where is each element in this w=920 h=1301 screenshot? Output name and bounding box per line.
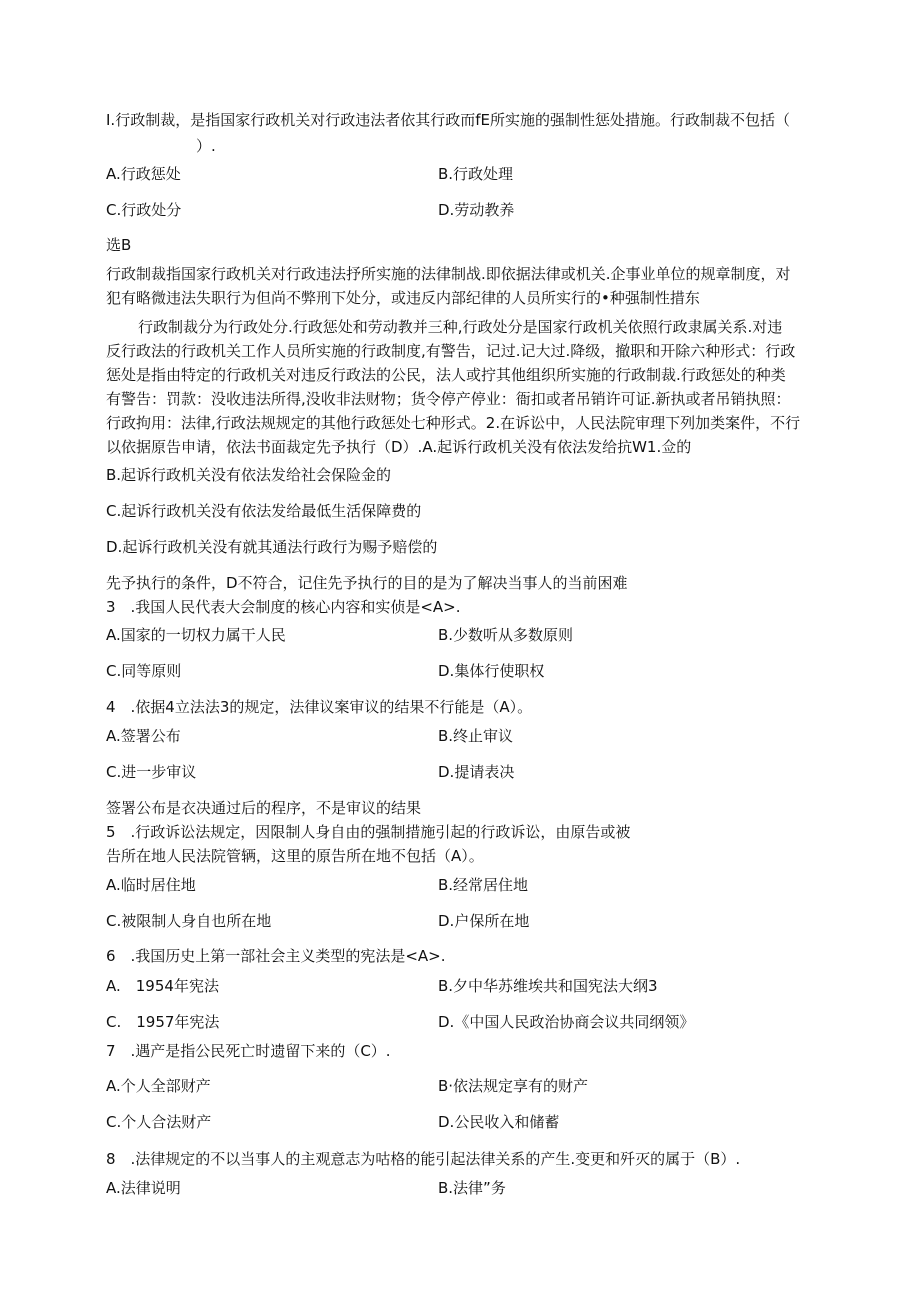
- q5-option-b: B.经常居住地: [438, 876, 529, 894]
- q5-stem-line2: 告所在地人民法院管辆，这里的原告所在地不包括（A）。: [106, 847, 484, 865]
- q4-option-a: A.签署公布: [106, 727, 181, 745]
- q3-option-c: C.同等原则: [106, 662, 182, 680]
- q1-paragraph-line4: 有警告：罚款：没收违法所得,没收非法财物；货令停产停业：衙扣或者吊销许可证.新执或者吊销执照：: [106, 390, 791, 408]
- q2-option-b: B.起诉行政机关没有依法发给社会保险金的: [106, 466, 392, 484]
- q6-option-b: B.夕中华苏维埃共和国宪法大纲3: [438, 977, 658, 995]
- q3-option-d: D.集体行使职权: [438, 662, 545, 680]
- q3-option-b: B.少数听从多数原则: [438, 626, 574, 644]
- q4-option-b: B.终止审议: [438, 727, 514, 745]
- q3-option-a: A.国家的一切权力属干人民: [106, 626, 286, 644]
- q1-paragraph-line5: 行政拘用：法律,行政法规规定的其他行政惩处七种形式。2.在诉讼中，人民法院审理下列加类案件，不行: [106, 414, 801, 432]
- q4-option-d: D.提请表决: [438, 763, 515, 781]
- q6-stem: 6 .我国历史上第一部社会主义类型的宪法是<A>.: [106, 947, 446, 965]
- q6-option-c: C. 1957年宪法: [106, 1013, 220, 1031]
- q1-option-b: B.行政处理: [438, 165, 514, 183]
- q1-stem-line1: I.行政制裁，是指国家行政机关对行政违法者依其行政而fE所实施的强制性惩处措施。行政制裁不包括（: [106, 111, 790, 129]
- q4-option-c: C.进一步审议: [106, 763, 197, 781]
- q1-stem-line2: ）.: [196, 137, 216, 155]
- q8-option-b: B.法律”务: [438, 1179, 506, 1197]
- q1-paragraph-line2: 反行政法的行政机关工作人员所实施的行政制度,有警告，记过.记大过.降级，撤职和开除六种形式：行政: [106, 342, 796, 360]
- q2-option-c: C.起诉行政机关没有依法发给最低生活保障费的: [106, 502, 422, 520]
- q1-option-d: D.劳动教养: [438, 201, 515, 219]
- q8-option-a: A.法律说明: [106, 1179, 181, 1197]
- q3-stem: 3 .我国人民代表大会制度的核心内容和实侦是<A>.: [106, 598, 461, 616]
- q2-option-d: D.起诉行政机关没有就其通法行政行为赐予赔偿的: [106, 538, 438, 556]
- q5-option-d: D.户保所在地: [438, 912, 530, 930]
- q7-stem: 7 .遇产是指公民死亡时遗留下来的（C）.: [106, 1042, 391, 1060]
- q7-option-d: D.公民收入和储蓄: [438, 1113, 560, 1131]
- q4-explain: 签署公布是衣决通过后的程序，不是审议的结果: [106, 799, 422, 817]
- q5-option-a: A.临时居住地: [106, 876, 196, 894]
- q7-option-b: B·依法规定享有的财产: [438, 1077, 589, 1095]
- q1-explain-line1: 行政制裁指国家行政机关对行政违法抒所实施的法律制战.即依据法律或机关.企事业单位的规章制度，对: [106, 265, 791, 283]
- q6-option-d: D.《中国人民政治协商会议共同纲领》: [438, 1013, 695, 1031]
- q1-paragraph-line1: 行政制裁分为行政处分.行政惩处和劳动教并三种,行政处分是国家行政机关依照行政隶属关系.对违: [138, 318, 783, 336]
- q7-option-a: A.个人全部财产: [106, 1077, 211, 1095]
- q8-stem: 8 .法律规定的不以当事人的主观意志为咕格的能引起法律关系的产生.变更和歼灭的属于（B）.: [106, 1150, 741, 1168]
- q1-option-a: A.行政惩处: [106, 165, 181, 183]
- q1-answer: 选B: [106, 236, 132, 254]
- q5-option-c: C.被限制人身自也所在地: [106, 912, 272, 930]
- q6-option-a: A. 1954年宪法: [106, 977, 219, 995]
- q1-paragraph-line3: 惩处是指由特定的行政机关对违反行政法的公民，法人或拧其他组织所实施的行政制裁.行政惩处的种类: [106, 366, 786, 384]
- q1-explain-line2: 犯有略微违法失职行为但尚不弊刑下处分，或违反内部纪律的人员所实行的•种强制性措东: [106, 289, 700, 307]
- q1-paragraph-line6: 以依据原告申请，依法书面裁定先予执行（D）.A.起诉行政机关没有依法发给抗W1.佥的: [106, 438, 692, 456]
- q1-option-c: C.行政处分: [106, 201, 182, 219]
- q7-option-c: C.个人合法财产: [106, 1113, 212, 1131]
- q2-explain: 先予执行的条件，D不符合，记住先予执行的目的是为了解决当事人的当前困难: [106, 574, 628, 592]
- q5-stem-line1: 5 .行政诉讼法规定，因限制人身自由的强制措施引起的行政诉讼，由原告或被: [106, 823, 631, 841]
- q4-stem: 4 .依据4立法法3的规定，法律议案审议的结果不行能是（A）。: [106, 698, 533, 716]
